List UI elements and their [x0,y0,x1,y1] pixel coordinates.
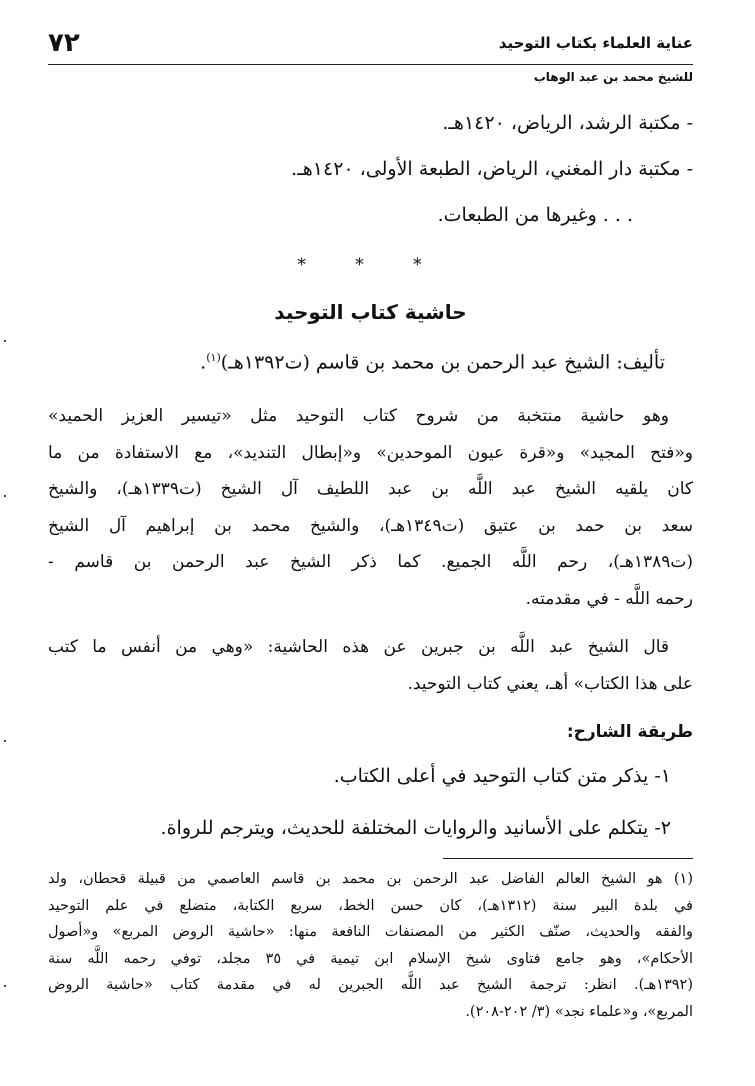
footnote-line: في بلدة البير سنة (١٣١٢هـ)، كان حسن الخط، سريع الكتابة، متضلع في علم التوحيد [48,897,693,914]
section-title: حاشية كتاب التوحيد [274,300,467,324]
edition-line: . . . وغيرها من الطبعات. [437,204,633,226]
method-item: ١- يذكر متن كتاب التوحيد في أعلى الكتاب. [333,765,671,788]
method-heading: طريقة الشارح: [566,722,693,743]
footnote-line: (١) هو الشيخ العالم الفاضل عبد الرحمن بن محمد بن قاسم العاصمي من قبيلة قحطان، ولد [48,871,693,887]
quote-paragraph [48,629,693,702]
footnote-line: المربع»، و«علماء نجد» (٣/ ٢٠٢-٢٠٨). [465,1003,693,1020]
paragraph-line: كان يلقيه الشيخ عبد اللَّه بن عبد اللطيف آل الشيخ (ت١٣٣٩هـ)، والشيخ [48,479,694,500]
running-header-subtitle: للشيخ محمد بن عبد الوهاب [533,70,693,84]
margin-mark [4,340,6,342]
page-number: ٧٢ [48,28,80,58]
paragraph-line: (ت١٣٨٩هـ)، رحم اللَّه الجميع. كما ذكر الشيخ عبد الرحمن بن قاسم - [48,552,693,573]
header-divider [48,64,693,65]
paragraph-line: رحمه اللَّه - في مقدمته. [525,588,693,609]
footnote-line: الأحكام»، وهو جامع فتاوى شيخ الإسلام ابن تيمية في ٣٥ مجلد، توفي رحمه اللَّه سنة [48,950,694,967]
main-text [48,100,693,854]
paragraph-line: وهو حاشية منتخبة من شروح كتاب التوحيد مثل «تيسير العزيز الحميد» [48,406,669,427]
description-paragraph [48,398,693,617]
edition-line: - مكتبة دار المغني، الرياض، الطبعة الأولى، ١٤٢٠هـ. [291,158,693,180]
paragraph-line: قال الشيخ عبد اللَّه بن جبرين عن هذه الحاشية: «وهي من أنفس ما كتب [48,637,669,658]
margin-mark [4,495,6,497]
footnote-reference[interactable]: (١) [206,351,221,364]
footnote-line: والفقه والحديث، صنّف الكثير من المصنفات النافعة منها: «حاشية الروض المربع» و«أصول [48,924,693,940]
footnote-line: (١٣٩٢هـ). انظر: ترجمة الشيخ عبد اللَّه الجبرين له في مقدمة كتاب «حاشية الروض [48,977,693,993]
method-item: ٢- يتكلم على الأسانيد والروايات المختلفة للحديث، ويترجم للرواة. [160,817,671,840]
edition-line: - مكتبة الرشد، الرياض، ١٤٢٠هـ. [442,112,693,134]
margin-mark [4,985,6,987]
running-header [48,30,693,90]
section-separator: * * * [297,255,444,275]
footnote [48,866,693,1025]
author-text: تأليف: الشيخ عبد الرحمن بن محمد بن قاسم (ت١٣٩٢هـ) [220,351,665,374]
paragraph-line: سعد بن حمد بن عتيق (ت١٣٤٩هـ)، والشيخ محمد بن إبراهيم آل الشيخ [48,515,693,536]
margin-mark [4,740,6,742]
author-line: تأليف: الشيخ عبد الرحمن بن محمد بن قاسم (ت١٣٩٢هـ)$^{(١)}$. [200,351,665,374]
footnote-divider [443,858,693,859]
paragraph-line: على هذا الكتاب» أهـ، يعني كتاب التوحيد. [407,673,693,694]
running-header-title: عناية العلماء بكتاب التوحيد [498,34,693,52]
paragraph-line: و«فتح المجيد» و«قرة عيون الموحدين» و«إبطال التنديد»، مع الاستفادة من ما [48,442,693,463]
